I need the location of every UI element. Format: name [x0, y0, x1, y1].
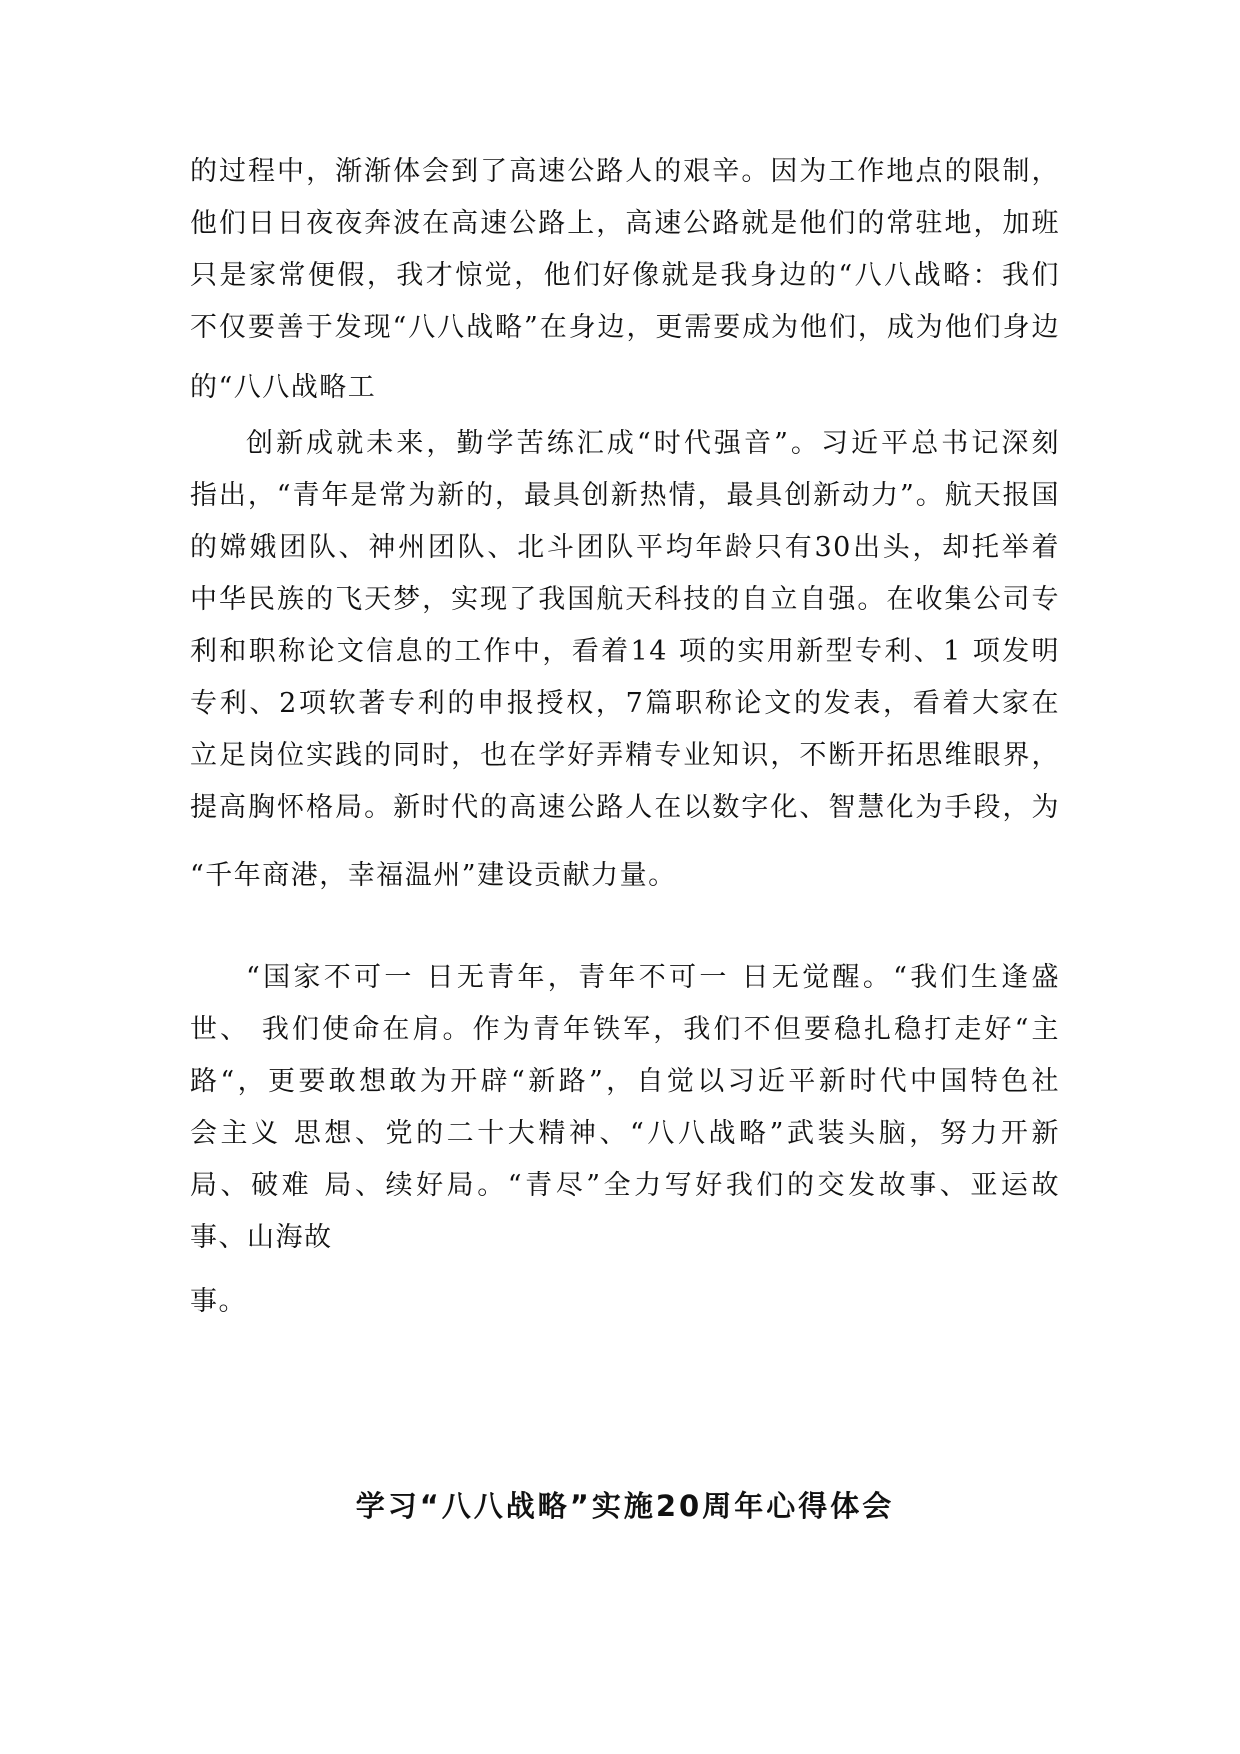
- paragraph-2-line-4: 中华民族的飞天梦，实现了我国航天科技的自立自强。在收集公司专: [190, 584, 1060, 615]
- paragraph-3-line-2: 世、 我们使命在肩。作为青年铁军，我们不但要稳扎稳打走好“主: [190, 1014, 1060, 1045]
- paragraph-2-line-1: 创新成就未来，勤学苦练汇成“时代强音”。习近平总书记深刻: [246, 428, 1060, 459]
- paragraph-3-line-3: 路“，更要敢想敢为开辟“新路”，自觉以习近平新时代中国特色社: [190, 1066, 1060, 1097]
- paragraph-2-line-9: “千年商港，幸福温州”建设贡献力量。: [190, 860, 677, 891]
- paragraph-2-line-3: 的嫦娥团队、神州团队、北斗团队平均年龄只有30出头，却托举着: [190, 532, 1060, 563]
- paragraph-2-line-8: 提高胸怀格局。新时代的高速公路人在以数字化、智慧化为手段，为: [190, 792, 1060, 823]
- paragraph-1-line-1: 的过程中，渐渐体会到了高速公路人的艰辛。因为工作地点的限制，: [190, 156, 1060, 187]
- paragraph-1-line-4: 不仅要善于发现“八八战略”在身边，更需要成为他们，成为他们身边: [190, 312, 1060, 343]
- paragraph-2-line-7: 立足岗位实践的同时，也在学好弄精专业知识，不断开拓思维眼界，: [190, 740, 1060, 771]
- paragraph-3-line-4: 会主义 思想、党的二十大精神、“八八战略”武装头脑，努力开新: [190, 1118, 1060, 1149]
- paragraph-2-line-6: 专利、2项软著专利的申报授权，7篇职称论文的发表，看着大家在: [190, 688, 1060, 719]
- paragraph-3-line-1: “国家不可一 日无青年，青年不可一 日无觉醒。“我们生逢盛: [246, 962, 1060, 993]
- paragraph-3-line-6: 事、山海故: [190, 1222, 333, 1253]
- paragraph-3-line-7: 事。: [190, 1286, 247, 1317]
- document-title: 学习“八八战略”实施20周年心得体会: [355, 1489, 895, 1523]
- paragraph-1-line-5: 的“八八战略工: [190, 372, 377, 403]
- paragraph-2-line-5: 利和职称论文信息的工作中，看着14 项的实用新型专利、1 项发明: [190, 636, 1060, 667]
- paragraph-1-line-2: 他们日日夜夜奔波在高速公路上，高速公路就是他们的常驻地，加班: [190, 208, 1060, 239]
- paragraph-1-line-3: 只是家常便假，我才惊觉，他们好像就是我身边的“八八战略：我们: [190, 260, 1060, 291]
- paragraph-3-line-5: 局、破难 局、续好局。“青尽”全力写好我们的交发故事、亚运故: [190, 1170, 1060, 1201]
- paragraph-2-line-2: 指出，“青年是常为新的，最具创新热情，最具创新动力”。航天报国: [190, 480, 1060, 511]
